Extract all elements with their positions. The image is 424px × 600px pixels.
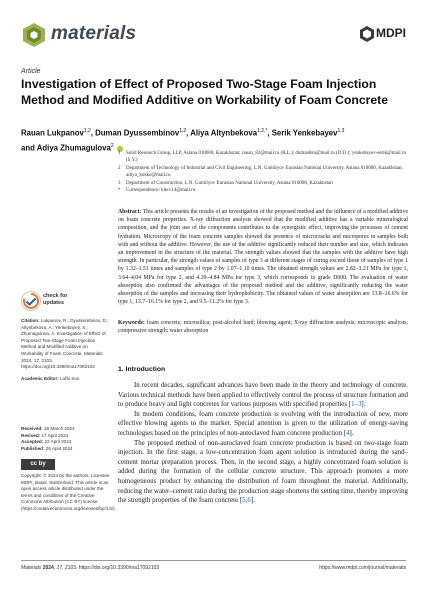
author-affiliation-sup: 1,3 xyxy=(337,128,345,134)
date-revised: Revised: 17 April 2024 xyxy=(21,432,69,438)
abstract-label: Abstract: xyxy=(118,209,142,215)
abstract xyxy=(118,208,408,306)
author-affiliation-sup: 1,2 xyxy=(83,128,91,134)
article-title: Investigation of Effect of Proposed Two-Stage Foam Injection Method and Modified Additive on Workability of Foam Concrete xyxy=(21,77,388,107)
copyright-notice: Copyright: © 2024 by the authors. Licensee MDPI, Basel, Switzerland. This article is an open access article distributed under the terms and conditions of the Creative Commons Attribution (CC BY) license (https://creativecommons.org/licenses/by/4.0/). xyxy=(21,473,116,511)
academic-editor: Academic Editor: Luĭbi Sun xyxy=(21,375,80,381)
author-name[interactable]: Adiya Zhumagulova xyxy=(36,143,111,153)
author-line-1: Rauan Lukpanov$^{1,2}$, Duman Dyussembinov$^{1,2}$, Aliya Altynbekova$^{1,2,*}$, Serik Yenkebayev$^{1,3}$ xyxy=(21,128,345,138)
correspondence: * Correspondence: kleo-14@mail.ru xyxy=(118,188,196,194)
author-affiliation-sup: 1,2 xyxy=(179,128,187,134)
abstract-text: This article presents the results of an investigation of the proposed method and the influence of a modified additive on foam concrete properties. X-ray diffraction analysis showed that the modified additive has a variable mineralogical composition, and the joint use of the components contributes to the synergistic effect, improving the processes of cement hydration. Microscopy of the foam concrete samples showed the presence of microcracks and micropores in samples both with and without the additive. However, the use of the additive significantly reduced their number and size, which indicates an improvement in the structure of the material. The strength values showed that the samples with the additive have high strength. In particular, the strength values of samples of type 3 at different stages of curing exceed those of samples of type 1 by 1.32–1.51 times and samples of type 2 by 1.07–1.10 times. The obtained strength values are 2.82–3.21 MPa for type 1, 3.64–4.04 MPa for type 2, and 4.39–4.84 MPa for type 3, which corresponds to grade D600. The evaluation of water absorption also confirmed the advantages of the proposed method and the additive, significantly reducing the water absorption of the samples and increasing their hydrophobicity. The obtained values of water absorption are 13.8–16.6% for type 1, 13.7–16.1% for type 2, and 9.5–11.2% for type 3. xyxy=(118,209,408,306)
materials-logo-icon xyxy=(21,22,47,48)
footer-doi-link[interactable]: https://doi.org/10.3390/ma17092103 xyxy=(78,565,160,571)
footer-citation: Materials 2024, 17, 2103. https://doi.org/10.3390/ma17092103 xyxy=(21,565,160,571)
author-name[interactable]: Aliya Altynbekova xyxy=(190,128,258,138)
author-connector: and xyxy=(21,143,35,153)
affiliations xyxy=(118,150,408,194)
keywords-text: foam concrete; microsilica; post-alcohol bard; blowing agent; X-ray diffraction analysis; microscopic analysis; compressive strength; water absorption xyxy=(118,320,408,335)
author-affiliation-sup: 2 xyxy=(110,143,114,150)
affiliation-item: 1 Solid Research Group, LLP, Astana 010000, Kazakhstan; rauan_82@mail.ru (R.L.); duman8sn@mail.ru (D.D.); yenkebayev-serik@mail.ru (S.Y.) xyxy=(118,151,406,164)
paragraph: In modern conditions, foam concrete production is evolving with the introduction of new, more effective blowing agents to the market. Special attention is given to the utilization of energy-saving technologies based on the principles of non-autoclaved foam concrete production [4]. xyxy=(118,410,408,437)
author-name[interactable]: Duman Dyussembinov xyxy=(95,128,180,138)
citation-link[interactable]: 1–3 xyxy=(351,401,362,409)
date-published: Published: 26 April 2024 xyxy=(21,445,73,451)
author-name[interactable]: Rauan Lukpanov xyxy=(21,128,84,138)
affiliation-item: 2 Department of Technology of Industrial and Civil Engineering, L.N. Gumilyov Eurasian National University, Astana 010008, Kazakhstan; adiya_kokke@mail.ru xyxy=(118,165,403,179)
citation-text[interactable]: Lukpanov, R.; Dyussembinov, D.; Altynbekova, A.; Yenkebayev, S.; Zhumagulova, A. Investigation of Effect of Proposed Two-Stage Foam Injection Method and Modified Additive on Workability of Foam Concrete. Materials 2024, 17, 2103. https://doi.org/10.3390/ma17092103 xyxy=(21,318,109,370)
date-received: Received: 19 March 2024 xyxy=(21,426,75,431)
check-for-updates-badge[interactable]: check for updates xyxy=(21,290,81,312)
check-updates-icon xyxy=(21,291,41,311)
mdpi-logo-icon xyxy=(359,26,375,42)
journal-logo[interactable] xyxy=(21,22,221,50)
journal-name: materials xyxy=(51,23,137,44)
author-affiliation-sup: 1,2,* xyxy=(257,128,268,134)
citation-block xyxy=(21,318,111,382)
section-heading: 1. Introduction xyxy=(118,366,166,373)
citation-label: Citation: xyxy=(21,318,40,323)
author-name[interactable]: Serik Yenkebayev xyxy=(271,128,338,138)
footer-divider xyxy=(21,560,406,561)
keywords xyxy=(118,319,408,335)
date-accepted: Accepted: 22 April 2024 xyxy=(21,439,72,445)
keywords-label: Keywords: xyxy=(118,320,145,326)
footer-journal-link[interactable]: https://www.mdpi.com/journal/materials xyxy=(319,565,406,571)
citation-link[interactable]: 4 xyxy=(346,429,350,437)
mdpi-logo[interactable] xyxy=(359,24,406,46)
cc-by-license-badge[interactable]: cc by xyxy=(21,459,55,470)
publisher-name: MDPI xyxy=(376,26,406,40)
paragraph: The proposed method of non-autoclaved foam concrete production is based on two-stage foam injection. In the first stage, a low-concentration foam agent solution is introduced during the sand–cement mortar preparation process. Then, in the second stage, a highly concentrated foam solution is added during the formation of the cellular concrete structure. This approach promotes a more homogeneous product by enhancing the distribution of foam throughout the material. Additionally, reducing the water–cement ratio during the production stage shortens the setting time, thereby improving the strength properties of the foam concrete [5,6]. xyxy=(118,439,408,505)
publication-dates xyxy=(21,426,111,452)
introduction-body xyxy=(118,381,408,506)
affiliation-item: 3 Department of Construction, L.N. Gumilyov Eurasian National University, Astana 010008, Kazakhstan xyxy=(118,180,333,186)
paragraph: In recent decades, significant advances have been made in the theory and technology of concrete. Various technical methods have been applied to effectively control the process of structure formation and to produce heavy and light concretes for various purposes with specified properties [1–3]. xyxy=(118,382,408,409)
citation-link[interactable]: 5,6 xyxy=(242,497,251,505)
article-type: Article xyxy=(21,68,41,75)
